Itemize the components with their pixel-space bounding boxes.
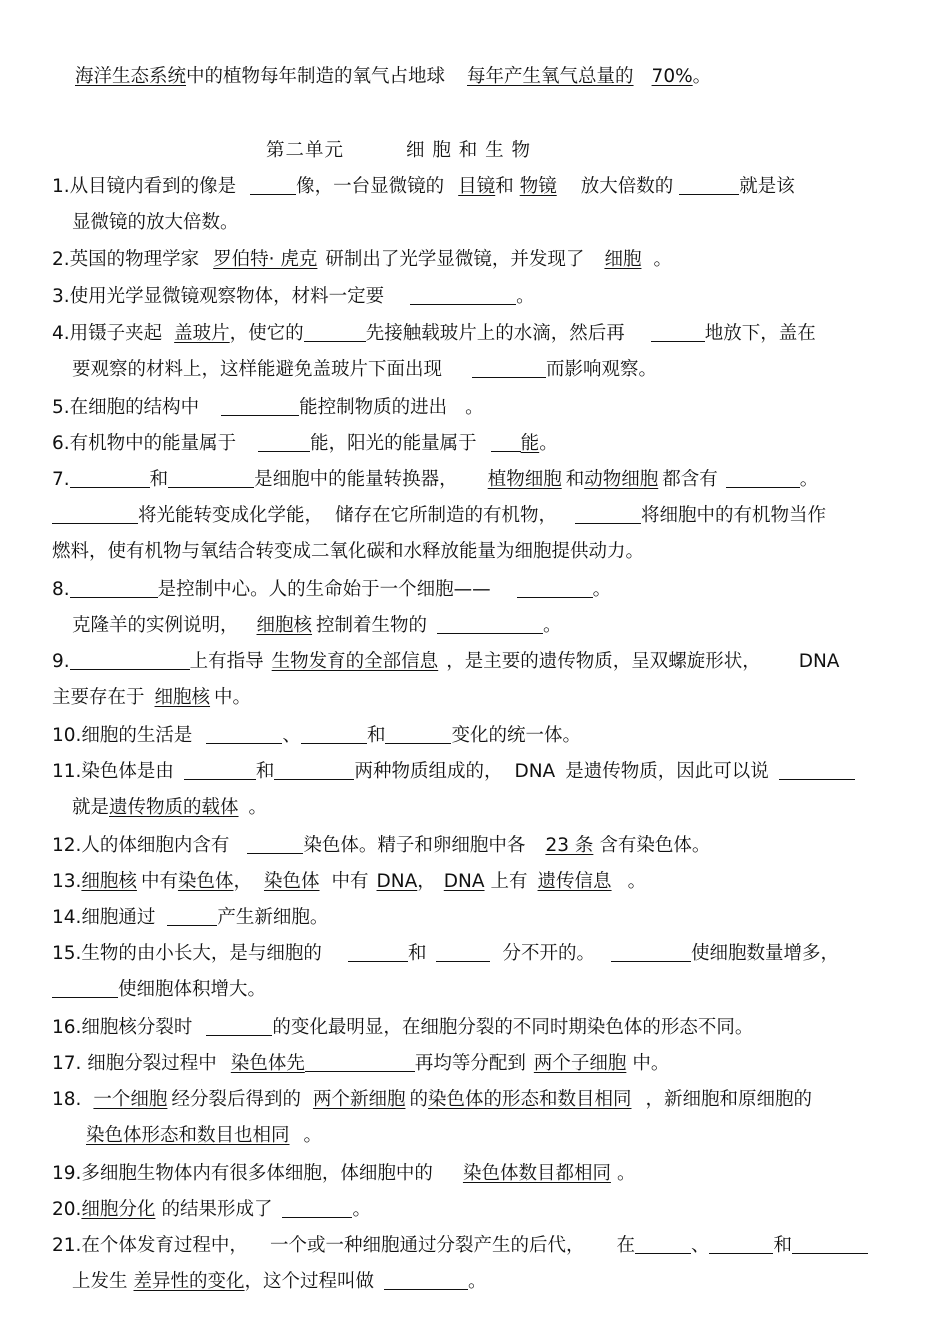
text: 中。	[632, 1053, 670, 1074]
text: 16.细胞核分裂时	[52, 1017, 193, 1038]
question-15	[52, 941, 839, 967]
text: 是细胞中的能量转换器，	[254, 469, 458, 490]
text: 放大倍数的	[580, 176, 674, 197]
answer-blank[interactable]	[168, 467, 254, 488]
question-13	[52, 869, 646, 895]
answer-blank[interactable]	[70, 577, 158, 598]
question-17	[52, 1051, 669, 1077]
term: 盖玻片	[174, 323, 230, 344]
answer-blank[interactable]	[651, 321, 705, 342]
text: 和	[255, 761, 275, 782]
text: 4.用镊子夹起	[52, 323, 163, 344]
text: ，是主要的遗传物质，呈双螺旋形状，	[446, 651, 761, 672]
text: 中有	[140, 871, 178, 892]
text: 14.细胞通过	[52, 907, 156, 928]
text: 将细胞中的有机物当作	[641, 505, 827, 526]
term: 植物细胞	[487, 469, 562, 490]
answer-blank[interactable]	[384, 1269, 468, 1290]
text: ，	[417, 871, 436, 892]
term: 细胞	[604, 249, 642, 270]
text: 。	[516, 286, 535, 307]
term: DNA	[376, 871, 418, 892]
question-16	[52, 1015, 753, 1041]
term: 海洋生态系统	[75, 66, 187, 87]
text: 使细胞体积增大。	[118, 979, 267, 1000]
answer-blank[interactable]	[301, 723, 367, 744]
text: 。	[616, 1163, 636, 1184]
text: 8.	[52, 579, 70, 600]
text: 克隆羊的实例说明，	[72, 615, 239, 636]
term: 生物发育的全部信息	[271, 651, 439, 672]
question-3	[52, 284, 535, 310]
text: 20.	[52, 1199, 82, 1220]
answer-blank[interactable]	[437, 613, 543, 634]
text: 。	[303, 1125, 323, 1146]
question-15-cont	[52, 977, 266, 1003]
text: 7.	[52, 469, 70, 490]
text: 、	[282, 725, 301, 746]
answer-blank[interactable]	[247, 833, 303, 854]
question-20	[52, 1197, 371, 1223]
answer-blank[interactable]	[679, 174, 739, 195]
text: 中有	[331, 871, 369, 892]
answer-blank[interactable]	[184, 759, 256, 780]
text: 变化的统一体。	[451, 725, 581, 746]
text: 3.使用光学显微镜观察物体，材料一定要	[52, 286, 385, 307]
text: 和	[149, 469, 169, 490]
question-7	[52, 467, 818, 493]
term: 细胞核	[256, 615, 313, 636]
answer-blank[interactable]	[70, 649, 190, 670]
text: 经分裂后得到的	[171, 1089, 301, 1110]
text: 显微镜的放大倍数。	[72, 212, 239, 233]
answer-blank[interactable]	[472, 357, 546, 378]
answer-blank[interactable]	[410, 284, 516, 305]
question-19	[52, 1161, 635, 1187]
question-8-cont	[72, 613, 562, 639]
text: 。	[465, 397, 484, 418]
text: ，新细胞和原细胞的	[645, 1089, 813, 1110]
term: 遗传信息	[537, 871, 612, 892]
question-11	[52, 759, 855, 785]
answer-blank[interactable]	[779, 759, 855, 780]
term: 物镜	[519, 176, 557, 197]
answer-blank[interactable]	[709, 1233, 773, 1254]
term: 两个子细胞	[533, 1053, 627, 1074]
text: 中的植物每年制造的氧气占地球	[186, 66, 446, 87]
answer-blank[interactable]	[258, 431, 310, 452]
term: 每年产生氧气总量的	[467, 66, 634, 87]
term: 一个细胞	[93, 1089, 168, 1110]
answer-blank[interactable]	[167, 905, 217, 926]
text: 在	[616, 1235, 635, 1256]
question-4	[52, 321, 816, 347]
question-7-cont-1	[52, 503, 826, 529]
term: 细胞核	[154, 687, 211, 708]
text: 和	[366, 725, 386, 746]
answer-blank[interactable]	[635, 1233, 691, 1254]
text: 11.染色体是由	[52, 761, 174, 782]
text: 5.在细胞的结构中	[52, 397, 200, 418]
term: 染色体	[263, 871, 320, 892]
term: 动物细胞	[584, 469, 659, 490]
answer-blank[interactable]	[250, 174, 296, 195]
text: 就是	[72, 797, 110, 818]
term: 能	[520, 433, 540, 454]
answer-blank[interactable]	[305, 1051, 415, 1072]
answer-blank[interactable]	[385, 723, 451, 744]
text: 的	[409, 1089, 428, 1110]
question-18-cont	[86, 1123, 322, 1149]
answer-blank[interactable]	[348, 941, 408, 962]
question-12	[52, 833, 710, 859]
term: DNA	[443, 871, 485, 892]
text: 就是该	[739, 176, 795, 197]
term: 罗伯特· 虎克	[213, 249, 318, 270]
unit-label: 第二单元	[266, 140, 345, 161]
text: 中。	[214, 687, 252, 708]
text: 上有	[490, 871, 528, 892]
term: 染色体先	[230, 1053, 305, 1074]
term: 染色体形态和数目也相同	[86, 1125, 290, 1146]
text: 和	[773, 1235, 792, 1256]
text: 12.人的体细胞内含有	[52, 835, 230, 856]
term: 23 条	[545, 835, 594, 856]
question-21-cont	[72, 1269, 487, 1295]
answer-blank[interactable]	[221, 395, 299, 416]
answer-blank[interactable]	[70, 467, 150, 488]
text: 是控制中心。人的生命始于一个细胞——	[157, 579, 491, 600]
question-9	[52, 649, 839, 675]
text: 6.有机物中的能量属于	[52, 433, 237, 454]
text: DNA	[798, 651, 840, 672]
term: 差异性的变化	[133, 1271, 245, 1292]
term: 染色体的形态和数目相同	[427, 1089, 632, 1110]
text: 是遗传物质，因此可以说	[565, 761, 769, 782]
text: 。	[692, 66, 712, 87]
text: 上发生	[72, 1271, 128, 1292]
text: 染色体。精子和卵细胞中各	[303, 835, 526, 856]
text: 而影响观察。	[546, 359, 658, 380]
text: ，这个过程叫做	[244, 1271, 375, 1292]
text: 像，一台显微镜的	[296, 176, 445, 197]
text: 9.	[52, 651, 70, 672]
text: ，使它的	[229, 323, 304, 344]
text: 、	[690, 1235, 710, 1256]
answer-blank[interactable]	[206, 1015, 272, 1036]
text: 13.	[52, 871, 82, 892]
text: 使细胞数量增多，	[690, 943, 839, 964]
text: 。	[468, 1271, 487, 1292]
answer-blank[interactable]	[792, 1233, 868, 1254]
question-21	[52, 1233, 868, 1259]
text: 储存在它所制造的有机物，	[335, 505, 558, 526]
text: 17. 细胞分裂过程中	[52, 1053, 217, 1074]
intro-line	[75, 64, 711, 90]
text: 的变化最明显，在细胞分裂的不同时期染色体的形态不同。	[272, 1017, 754, 1038]
text: 的结果形成了	[161, 1199, 273, 1220]
question-10	[52, 723, 581, 749]
question-2	[52, 247, 672, 273]
unit-name: 细 胞 和 生 物	[406, 140, 532, 161]
answer-blank[interactable]	[304, 321, 366, 342]
answer-blank[interactable]	[611, 941, 691, 962]
term: 细胞分化	[81, 1199, 156, 1220]
term: 细胞核	[81, 871, 137, 892]
text: 。	[352, 1199, 371, 1220]
text: 地放下，盖在	[704, 323, 816, 344]
text: 上有指导	[189, 651, 264, 672]
question-18	[52, 1087, 812, 1113]
text: 燃料，使有机物与氧结合转变成二氧化碳和水释放能量为细胞提供动力。	[52, 541, 645, 562]
question-1-cont	[72, 210, 239, 236]
question-4-cont	[72, 357, 657, 383]
term: 染色体	[177, 871, 234, 892]
text: 都含有	[662, 469, 718, 490]
answer-blank[interactable]	[52, 503, 138, 524]
text: 和	[495, 176, 514, 197]
unit-title	[266, 138, 531, 164]
text: 10.细胞的生活是	[52, 725, 193, 746]
answer-blank[interactable]	[282, 1197, 352, 1218]
question-9-cont	[52, 685, 251, 711]
text: 两种物质组成的，	[354, 761, 503, 782]
text: 21.在个体发育过程中，	[52, 1235, 248, 1256]
term: 70%	[651, 66, 693, 87]
text: 。	[539, 433, 558, 454]
term: 染色体数目都相同	[462, 1163, 611, 1184]
text: 要观察的材料上，这样能避免盖玻片下面出现	[72, 359, 443, 380]
text: ，	[233, 871, 252, 892]
term: 目镜	[458, 176, 496, 197]
text: 。	[592, 579, 612, 600]
question-6	[52, 431, 558, 457]
answer-blank[interactable]	[274, 759, 354, 780]
text: 。	[627, 871, 647, 892]
question-14	[52, 905, 328, 931]
text: 2.英国的物理学家	[52, 249, 200, 270]
text: 一个或一种细胞通过分裂产生的后代，	[269, 1235, 585, 1256]
text: 能控制物质的进出	[299, 397, 448, 418]
text: 。	[543, 615, 562, 636]
answer-blank[interactable]	[491, 431, 521, 452]
answer-blank[interactable]	[436, 941, 490, 962]
answer-blank[interactable]	[726, 467, 800, 488]
answer-blank[interactable]	[517, 577, 593, 598]
answer-blank[interactable]	[206, 723, 282, 744]
text: 能，阳光的能量属于	[310, 433, 477, 454]
text: 15.生物的由小长大，是与细胞的	[52, 943, 322, 964]
text: 和	[565, 469, 585, 490]
text: 先接触载玻片上的水滴，然后再	[365, 323, 625, 344]
answer-blank[interactable]	[52, 977, 118, 998]
term: 遗传物质的载体	[109, 797, 239, 818]
text: 控制着生物的	[316, 615, 428, 636]
text: 含有染色体。	[599, 835, 711, 856]
text: 。	[248, 797, 268, 818]
text: 主要存在于	[52, 687, 145, 708]
answer-blank[interactable]	[575, 503, 641, 524]
text: 19.多细胞生物体内有很多体细胞，体细胞中的	[52, 1163, 433, 1184]
text: 。	[653, 249, 672, 270]
question-5	[52, 395, 484, 421]
question-11-cont	[72, 795, 267, 821]
text: 1.从目镜内看到的像是	[52, 176, 237, 197]
text: 18.	[52, 1089, 82, 1110]
text: 和	[407, 943, 427, 964]
text: 。	[799, 469, 819, 490]
question-7-cont-2	[52, 539, 644, 565]
question-8	[52, 577, 611, 603]
question-1	[52, 174, 795, 200]
text: 将光能转变成化学能，	[138, 505, 324, 526]
text: 分不开的。	[502, 943, 595, 964]
text: 再均等分配到	[414, 1053, 526, 1074]
text: 产生新细胞。	[217, 907, 329, 928]
text: DNA	[514, 761, 556, 782]
text: 研制出了光学显微镜，并发现了	[325, 249, 585, 270]
term: 两个新细胞	[312, 1089, 406, 1110]
